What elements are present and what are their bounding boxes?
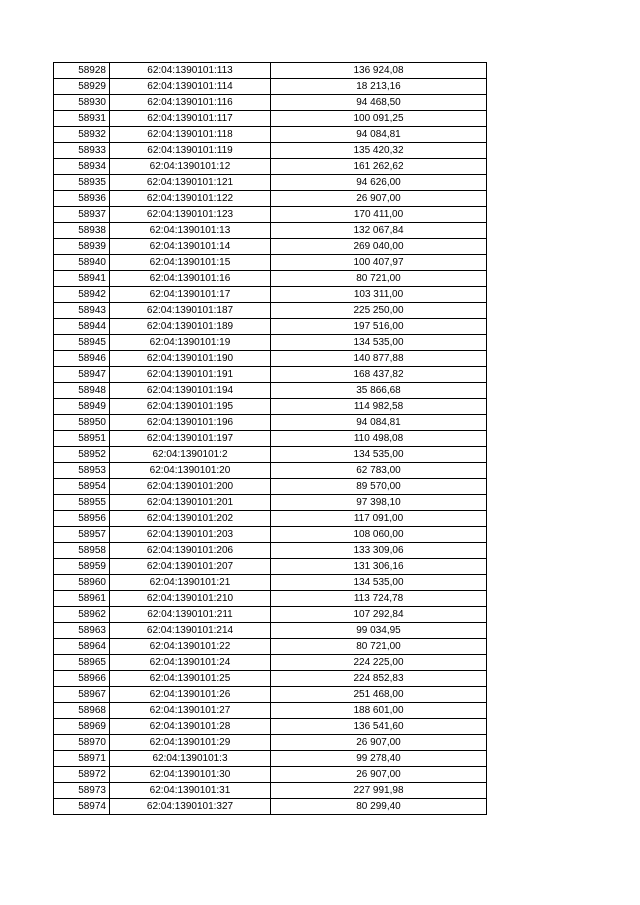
- value-cell: 89 570,00: [271, 479, 487, 495]
- cadastral-number-cell: 62:04:1390101:119: [110, 143, 271, 159]
- cadastral-number-cell: 62:04:1390101:12: [110, 159, 271, 175]
- row-number-cell: 58940: [54, 255, 110, 271]
- row-number-cell: 58969: [54, 719, 110, 735]
- cadastral-number-cell: 62:04:1390101:15: [110, 255, 271, 271]
- table-row: [54, 207, 487, 223]
- value-cell: 107 292,84: [271, 607, 487, 623]
- table-row: [54, 415, 487, 431]
- cadastral-number-cell: 62:04:1390101:191: [110, 367, 271, 383]
- cadastral-number-cell: 62:04:1390101:19: [110, 335, 271, 351]
- value-cell: 100 091,25: [271, 111, 487, 127]
- cadastral-number-cell: 62:04:1390101:194: [110, 383, 271, 399]
- row-number-cell: 58934: [54, 159, 110, 175]
- row-number-cell: 58954: [54, 479, 110, 495]
- cadastral-number-cell: 62:04:1390101:24: [110, 655, 271, 671]
- table-row: [54, 239, 487, 255]
- table-body: [54, 63, 487, 815]
- value-cell: 35 866,68: [271, 383, 487, 399]
- value-cell: 26 907,00: [271, 735, 487, 751]
- value-cell: 224 852,83: [271, 671, 487, 687]
- cadastral-number-cell: 62:04:1390101:214: [110, 623, 271, 639]
- value-cell: 225 250,00: [271, 303, 487, 319]
- value-cell: 99 278,40: [271, 751, 487, 767]
- row-number-cell: 58936: [54, 191, 110, 207]
- row-number-cell: 58947: [54, 367, 110, 383]
- value-cell: 135 420,32: [271, 143, 487, 159]
- value-cell: 133 309,06: [271, 543, 487, 559]
- table-row: [54, 607, 487, 623]
- value-cell: 134 535,00: [271, 575, 487, 591]
- table-row: [54, 287, 487, 303]
- row-number-cell: 58938: [54, 223, 110, 239]
- cadastral-number-cell: 62:04:1390101:27: [110, 703, 271, 719]
- cadastral-number-cell: 62:04:1390101:117: [110, 111, 271, 127]
- row-number-cell: 58966: [54, 671, 110, 687]
- table-row: [54, 95, 487, 111]
- row-number-cell: 58971: [54, 751, 110, 767]
- table-row: [54, 319, 487, 335]
- cadastral-number-cell: 62:04:1390101:327: [110, 799, 271, 815]
- value-cell: 26 907,00: [271, 767, 487, 783]
- cadastral-number-cell: 62:04:1390101:16: [110, 271, 271, 287]
- value-cell: 251 468,00: [271, 687, 487, 703]
- value-cell: 94 468,50: [271, 95, 487, 111]
- row-number-cell: 58964: [54, 639, 110, 655]
- row-number-cell: 58928: [54, 63, 110, 79]
- cadastral-number-cell: 62:04:1390101:22: [110, 639, 271, 655]
- cadastral-number-cell: 62:04:1390101:123: [110, 207, 271, 223]
- row-number-cell: 58970: [54, 735, 110, 751]
- row-number-cell: 58960: [54, 575, 110, 591]
- cadastral-number-cell: 62:04:1390101:197: [110, 431, 271, 447]
- table-row: [54, 175, 487, 191]
- value-cell: 94 626,00: [271, 175, 487, 191]
- row-number-cell: 58956: [54, 511, 110, 527]
- row-number-cell: 58942: [54, 287, 110, 303]
- value-cell: 188 601,00: [271, 703, 487, 719]
- cadastral-number-cell: 62:04:1390101:31: [110, 783, 271, 799]
- row-number-cell: 58952: [54, 447, 110, 463]
- table-row: [54, 127, 487, 143]
- cadastral-number-cell: 62:04:1390101:189: [110, 319, 271, 335]
- table-row: [54, 63, 487, 79]
- row-number-cell: 58945: [54, 335, 110, 351]
- value-cell: 224 225,00: [271, 655, 487, 671]
- table-row: [54, 639, 487, 655]
- table-row: [54, 735, 487, 751]
- table-row: [54, 479, 487, 495]
- cadastral-number-cell: 62:04:1390101:13: [110, 223, 271, 239]
- table-row: [54, 463, 487, 479]
- value-cell: 80 299,40: [271, 799, 487, 815]
- value-cell: 117 091,00: [271, 511, 487, 527]
- value-cell: 136 541,60: [271, 719, 487, 735]
- row-number-cell: 58943: [54, 303, 110, 319]
- row-number-cell: 58929: [54, 79, 110, 95]
- row-number-cell: 58951: [54, 431, 110, 447]
- table-row: [54, 335, 487, 351]
- cadastral-number-cell: 62:04:1390101:113: [110, 63, 271, 79]
- cadastral-number-cell: 62:04:1390101:207: [110, 559, 271, 575]
- value-cell: 114 982,58: [271, 399, 487, 415]
- cadastral-number-cell: 62:04:1390101:202: [110, 511, 271, 527]
- table-row: [54, 655, 487, 671]
- table-row: [54, 367, 487, 383]
- row-number-cell: 58932: [54, 127, 110, 143]
- value-cell: 26 907,00: [271, 191, 487, 207]
- cadastral-number-cell: 62:04:1390101:118: [110, 127, 271, 143]
- row-number-cell: 58955: [54, 495, 110, 511]
- table-row: [54, 223, 487, 239]
- cadastral-number-cell: 62:04:1390101:190: [110, 351, 271, 367]
- table-row: [54, 591, 487, 607]
- cadastral-number-cell: 62:04:1390101:195: [110, 399, 271, 415]
- value-cell: 227 991,98: [271, 783, 487, 799]
- cadastral-number-cell: 62:04:1390101:2: [110, 447, 271, 463]
- table-row: [54, 191, 487, 207]
- cadastral-number-cell: 62:04:1390101:21: [110, 575, 271, 591]
- table-row: [54, 799, 487, 815]
- row-number-cell: 58974: [54, 799, 110, 815]
- row-number-cell: 58950: [54, 415, 110, 431]
- value-cell: 131 306,16: [271, 559, 487, 575]
- table-row: [54, 255, 487, 271]
- table-row: [54, 527, 487, 543]
- cadastral-number-cell: 62:04:1390101:114: [110, 79, 271, 95]
- row-number-cell: 58937: [54, 207, 110, 223]
- table-row: [54, 431, 487, 447]
- row-number-cell: 58931: [54, 111, 110, 127]
- table-row: [54, 767, 487, 783]
- row-number-cell: 58972: [54, 767, 110, 783]
- table-row: [54, 575, 487, 591]
- table-row: [54, 543, 487, 559]
- value-cell: 140 877,88: [271, 351, 487, 367]
- cadastral-number-cell: 62:04:1390101:3: [110, 751, 271, 767]
- row-number-cell: 58933: [54, 143, 110, 159]
- row-number-cell: 58953: [54, 463, 110, 479]
- value-cell: 97 398,10: [271, 495, 487, 511]
- table-row: [54, 303, 487, 319]
- cadastral-value-table: [53, 62, 487, 815]
- table-row: [54, 79, 487, 95]
- row-number-cell: 58962: [54, 607, 110, 623]
- cadastral-number-cell: 62:04:1390101:26: [110, 687, 271, 703]
- row-number-cell: 58935: [54, 175, 110, 191]
- row-number-cell: 58965: [54, 655, 110, 671]
- table-row: [54, 111, 487, 127]
- cadastral-number-cell: 62:04:1390101:203: [110, 527, 271, 543]
- cadastral-number-cell: 62:04:1390101:121: [110, 175, 271, 191]
- row-number-cell: 58939: [54, 239, 110, 255]
- table-row: [54, 511, 487, 527]
- row-number-cell: 58944: [54, 319, 110, 335]
- value-cell: 161 262,62: [271, 159, 487, 175]
- row-number-cell: 58961: [54, 591, 110, 607]
- table-row: [54, 495, 487, 511]
- row-number-cell: 58963: [54, 623, 110, 639]
- row-number-cell: 58967: [54, 687, 110, 703]
- value-cell: 100 407,97: [271, 255, 487, 271]
- row-number-cell: 58949: [54, 399, 110, 415]
- row-number-cell: 58968: [54, 703, 110, 719]
- value-cell: 132 067,84: [271, 223, 487, 239]
- cadastral-number-cell: 62:04:1390101:25: [110, 671, 271, 687]
- row-number-cell: 58930: [54, 95, 110, 111]
- table-row: [54, 143, 487, 159]
- value-cell: 94 084,81: [271, 127, 487, 143]
- cadastral-number-cell: 62:04:1390101:206: [110, 543, 271, 559]
- table-row: [54, 751, 487, 767]
- table-row: [54, 351, 487, 367]
- cadastral-number-cell: 62:04:1390101:17: [110, 287, 271, 303]
- value-cell: 103 311,00: [271, 287, 487, 303]
- value-cell: 168 437,82: [271, 367, 487, 383]
- value-cell: 170 411,00: [271, 207, 487, 223]
- cadastral-number-cell: 62:04:1390101:201: [110, 495, 271, 511]
- value-cell: 108 060,00: [271, 527, 487, 543]
- cadastral-number-cell: 62:04:1390101:210: [110, 591, 271, 607]
- cadastral-number-cell: 62:04:1390101:196: [110, 415, 271, 431]
- table-row: [54, 623, 487, 639]
- value-cell: 94 084,81: [271, 415, 487, 431]
- value-cell: 197 516,00: [271, 319, 487, 335]
- row-number-cell: 58959: [54, 559, 110, 575]
- table-row: [54, 159, 487, 175]
- row-number-cell: 58957: [54, 527, 110, 543]
- table-row: [54, 383, 487, 399]
- value-cell: 269 040,00: [271, 239, 487, 255]
- table-row: [54, 783, 487, 799]
- table-row: [54, 559, 487, 575]
- table-row: [54, 671, 487, 687]
- cadastral-number-cell: 62:04:1390101:187: [110, 303, 271, 319]
- row-number-cell: 58973: [54, 783, 110, 799]
- table-row: [54, 703, 487, 719]
- value-cell: 99 034,95: [271, 623, 487, 639]
- table-row: [54, 719, 487, 735]
- cadastral-number-cell: 62:04:1390101:200: [110, 479, 271, 495]
- value-cell: 80 721,00: [271, 271, 487, 287]
- cadastral-number-cell: 62:04:1390101:122: [110, 191, 271, 207]
- cadastral-number-cell: 62:04:1390101:20: [110, 463, 271, 479]
- cadastral-number-cell: 62:04:1390101:211: [110, 607, 271, 623]
- table-row: [54, 399, 487, 415]
- cadastral-number-cell: 62:04:1390101:30: [110, 767, 271, 783]
- value-cell: 18 213,16: [271, 79, 487, 95]
- cadastral-number-cell: 62:04:1390101:29: [110, 735, 271, 751]
- table-row: [54, 447, 487, 463]
- table-row: [54, 271, 487, 287]
- cadastral-number-cell: 62:04:1390101:116: [110, 95, 271, 111]
- value-cell: 136 924,08: [271, 63, 487, 79]
- table-row: [54, 687, 487, 703]
- value-cell: 62 783,00: [271, 463, 487, 479]
- row-number-cell: 58941: [54, 271, 110, 287]
- value-cell: 134 535,00: [271, 335, 487, 351]
- value-cell: 110 498,08: [271, 431, 487, 447]
- value-cell: 134 535,00: [271, 447, 487, 463]
- cadastral-number-cell: 62:04:1390101:14: [110, 239, 271, 255]
- row-number-cell: 58948: [54, 383, 110, 399]
- row-number-cell: 58958: [54, 543, 110, 559]
- value-cell: 80 721,00: [271, 639, 487, 655]
- value-cell: 113 724,78: [271, 591, 487, 607]
- row-number-cell: 58946: [54, 351, 110, 367]
- cadastral-number-cell: 62:04:1390101:28: [110, 719, 271, 735]
